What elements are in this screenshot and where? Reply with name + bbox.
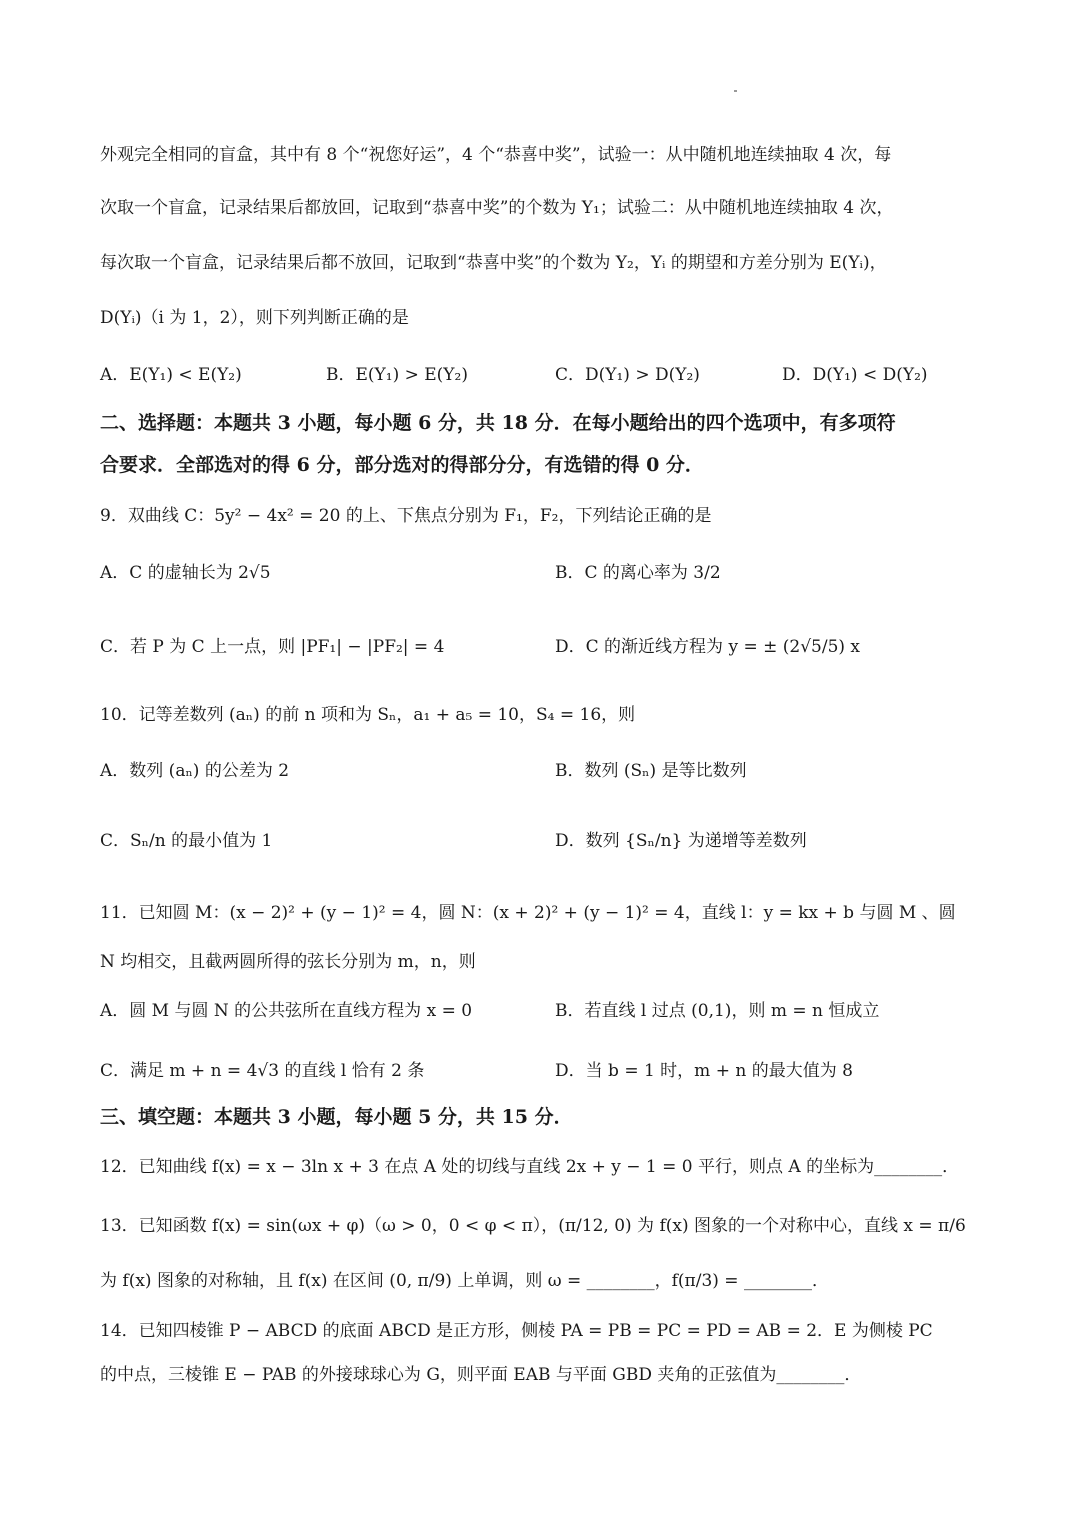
q13-stem-line-2: 为 f(x) 图象的对称轴，且 f(x) 在区间 (0, π/9) 上单调，则 ω = ________，f(π/3) = ________．: [100, 1271, 829, 1291]
q8-stem-line-2: 次取一个盲盒，记录结果后都放回，记取到“恭喜中奖”的个数为 Y₁；试验二：从中随机地连续抽取 4 次，: [100, 198, 894, 218]
q11-stem-line-1: 11．已知圆 M：(x − 2)² + (y − 1)² = 4，圆 N：(x + 2)² + (y − 1)² = 4，直线 l：y = kx + b 与圆 M 、圆: [100, 903, 956, 923]
q9-option-d: D．C 的渐近线方程为 y = ± (2√5/5) x: [555, 637, 861, 657]
q9-option-b: B．C 的离心率为 3/2: [555, 563, 721, 583]
q11-stem-line-2: N 均相交，且截两圆所得的弦长分别为 m，n，则: [100, 952, 476, 972]
q8-option-a: A．E(Y₁) < E(Y₂): [100, 365, 242, 385]
q8-stem-line-3: 每次取一个盲盒，记录结果后都不放回，记取到“恭喜中奖”的个数为 Y₂，Yᵢ 的期望和方差分别为 E(Yᵢ)，: [100, 253, 887, 273]
q14-stem-line-2: 的中点，三棱锥 E − PAB 的外接球球心为 G，则平面 EAB 与平面 GBD 夹角的正弦值为________．: [100, 1365, 862, 1385]
q8-option-d: D．D(Y₁) < D(Y₂): [782, 365, 928, 385]
q9-option-a: A．C 的虚轴长为 2√5: [100, 563, 271, 583]
q8-option-b: B．E(Y₁) > E(Y₂): [326, 365, 468, 385]
section-3-header: 三、填空题：本题共 3 小题，每小题 5 分，共 15 分．: [100, 1106, 573, 1128]
q10-option-a: A．数列 (aₙ) 的公差为 2: [100, 761, 290, 781]
q8-stem-line-4: D(Yᵢ)（i 为 1，2），则下列判断正确的是: [100, 308, 409, 328]
q10-option-d: D．数列 {Sₙ/n} 为递增等差数列: [555, 831, 807, 851]
q14-stem-line-1: 14．已知四棱锥 P − ABCD 的底面 ABCD 是正方形，侧棱 PA = PB = PC = PD = AB = 2．E 为侧棱 PC: [100, 1321, 933, 1341]
q10-option-c: C．Sₙ/n 的最小值为 1: [100, 831, 273, 851]
q12-stem: 12．已知曲线 f(x) = x − 3ln x + 3 在点 A 处的切线与直线 2x + y − 1 = 0 平行，则点 A 的坐标为________．: [100, 1157, 960, 1177]
q9-stem: 9．双曲线 C：5y² − 4x² = 20 的上、下焦点分别为 F₁，F₂，下列结论正确的是: [100, 506, 712, 526]
section-2-header-line-2: 合要求．全部选对的得 6 分，部分选对的得部分分，有选错的得 0 分．: [100, 454, 704, 476]
q11-option-c: C．满足 m + n = 4√3 的直线 l 恰有 2 条: [100, 1061, 425, 1081]
q8-option-c: C．D(Y₁) > D(Y₂): [555, 365, 700, 385]
q10-option-b: B．数列 (Sₙ) 是等比数列: [555, 761, 747, 781]
q11-option-a: A．圆 M 与圆 N 的公共弦所在直线方程为 x = 0: [100, 1001, 473, 1021]
q13-stem-line-1: 13．已知函数 f(x) = sin(ωx + φ)（ω > 0，0 < φ < π），(π/12, 0) 为 f(x) 图象的一个对称中心，直线 x = π/6: [100, 1216, 966, 1236]
q10-stem: 10．记等差数列 (aₙ) 的前 n 项和为 Sₙ，a₁ + a₅ = 10，S₄ = 16，则: [100, 705, 636, 725]
q11-option-d: D．当 b = 1 时，m + n 的最大值为 8: [555, 1061, 853, 1081]
q9-option-c: C．若 P 为 C 上一点，则 |PF₁| − |PF₂| = 4: [100, 637, 445, 657]
q11-option-b: B．若直线 l 过点 (0,1)，则 m = n 恒成立: [555, 1001, 880, 1021]
scan-mark: [734, 90, 737, 92]
section-2-header-line-1: 二、选择题：本题共 3 小题，每小题 6 分，共 18 分．在每小题给出的四个选项中，有多项符: [100, 412, 896, 434]
q8-stem-line-1: 外观完全相同的盲盒，其中有 8 个“祝您好运”，4 个“恭喜中奖”，试验一：从中随机地连续抽取 4 次，每: [100, 145, 892, 165]
